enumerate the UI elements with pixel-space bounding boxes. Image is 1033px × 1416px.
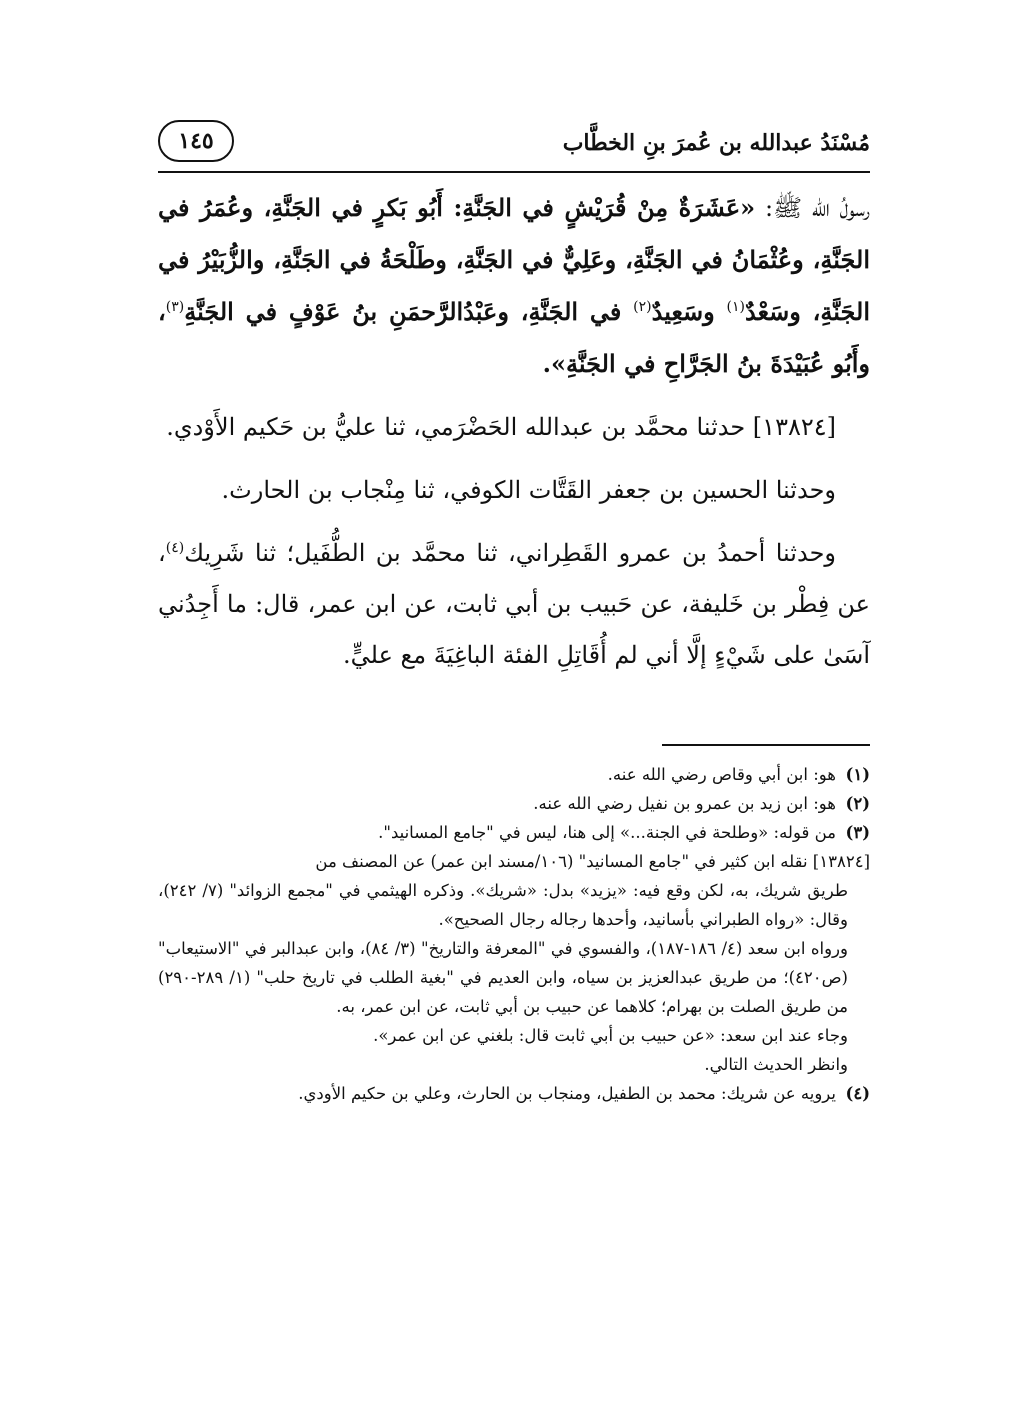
footnote-rule	[662, 744, 870, 746]
hadith-text-part-1: «عَشَرَةٌ مِنْ قُرَيْشٍ في الجَنَّةِ: أَبُو بَكرٍ في الجَنَّةِ، وعُمَرُ في الجَنَّةِ، وعُثْمَانُ في الجَنَّةِ، وعَلِيٌّ في الجَنَّةِ، وطَلْحَةُ في الجَنَّةِ، والزُّبَيْرُ في الجَنَّةِ، وسَعْدٌ	[158, 193, 870, 326]
footnotes	[158, 760, 870, 1108]
footnote-number: (٤)	[845, 1084, 870, 1103]
footnote-4	[158, 1079, 870, 1108]
footnote-text: ورواه ابن سعد (٤/ ١٨٦-١٨٧)، والفسوي في "المعرفة والتاريخ" (٣/ ٨٤)، وابن عبدالبر في "الاستيعاب" (ص٤٢٠)؛ من طريق عبدالعزيز بن سياه، وابن العديم في "بغية الطلب في تاريخ حلب" (١/ ٢٨٩-٢٩٠) من طريق الصلت بن بهرام؛ كلاهما عن حبيب بن أبي ثابت، عن ابن عمر، به.	[158, 939, 848, 1016]
footnote-text: من قوله: «وطلحة في الجنة...» إلى هنا، ليس في "جامع المسانيد".	[378, 823, 836, 842]
footnote-number: (١)	[845, 765, 870, 784]
isnad-paragraph-2: وحدثنا الحسين بن جعفر القَتَّات الكوفي، ثنا مِنْجاب بن الحارث.	[221, 476, 836, 504]
main-text	[158, 182, 870, 693]
footnote-3	[158, 818, 870, 847]
footnote-ref-3: (٣)	[165, 299, 185, 315]
hadith-text-part-4: ، وأَبُو عُبَيْدَةَ بنُ الجَرَّاحِ في الجَنَّةِ».	[158, 297, 870, 378]
page-header	[158, 112, 870, 172]
hadith-intro: رسولُ الله ﷺ:	[755, 194, 870, 222]
footnote-ref-1: (١)	[726, 299, 745, 315]
footnote-ref-4: (٤)	[165, 540, 185, 556]
footnote-text: وجاء عند ابن سعد: «عن حبيب بن أبي ثابت قال: بلغني عن ابن عمر».	[373, 1026, 848, 1045]
footnote-text: هو: ابن زيد بن عمرو بن نفيل رضي الله عنه.	[533, 794, 836, 813]
book-page	[158, 112, 870, 1312]
footnote-text: طريق شريك، به، لكن وقع فيه: «يزيد» بدل: «شريك». وذكره الهيثمي في "مجمع الزوائد" (٧/ ٢٤٢)، وقال: «رواه الطبراني بأسانيد، وأحدها رجاله رجال الصحيح».	[158, 881, 848, 929]
isnad-text-part-2: ، عن فِطْر بن خَليفة، عن حَبيب بن أبي ثابت، عن ابن عمر، قال: ما أَجِدُني آسَىٰ على شَيْءٍ إلَّا أني لم أُقَاتِلِ الفئة الباغِيَةَ مع عليٍّ.	[158, 539, 871, 669]
footnote-text: يرويه عن شريك: محمد بن الطفيل، ومنجاب بن الحارث، وعلي بن حكيم الأودي.	[298, 1084, 836, 1103]
running-title: مُسْنَدُ عبدالله بن عُمرَ بنِ الخطَّاب	[562, 130, 870, 156]
footnote-ref-2: (٢)	[633, 299, 652, 315]
footnote-number: (٣)	[845, 823, 870, 842]
footnote-hadith-13824	[158, 847, 870, 1079]
footnote-text: [١٣٨٢٤] نقله ابن كثير في "جامع المسانيد" (١٠٦/مسند ابن عمر) عن المصنف من	[315, 852, 870, 871]
hadith-text-part-2: وسَعِيدٌ	[651, 297, 727, 326]
hadith-paragraph	[158, 182, 870, 390]
isnad-paragraph-1: [١٣٨٢٤] حدثنا محمَّد بن عبدالله الحَضْرَمي، ثنا عليُّ بن حَكيم الأَوْدي.	[166, 413, 836, 441]
isnad-paragraph-3	[158, 528, 870, 681]
page-number: ١٤٥	[158, 120, 234, 162]
footnote-text: هو: ابن أبي وقاص رضي الله عنه.	[607, 765, 836, 784]
footnote-2	[158, 789, 870, 818]
footnote-number: (٢)	[845, 794, 870, 813]
header-rule	[158, 171, 870, 173]
hadith-text-part-3: في الجَنَّةِ، وعَبْدُالرَّحمَنِ بنُ عَوْفٍ في الجَنَّةِ	[184, 297, 634, 326]
footnote-1	[158, 760, 870, 789]
isnad-text-part-1: وحدثنا أحمدُ بن عمرو القَطِراني، ثنا محمَّد بن الطُّفَيل؛ ثنا شَرِيك	[184, 539, 837, 567]
footnote-text: وانظر الحديث التالي.	[704, 1055, 848, 1074]
